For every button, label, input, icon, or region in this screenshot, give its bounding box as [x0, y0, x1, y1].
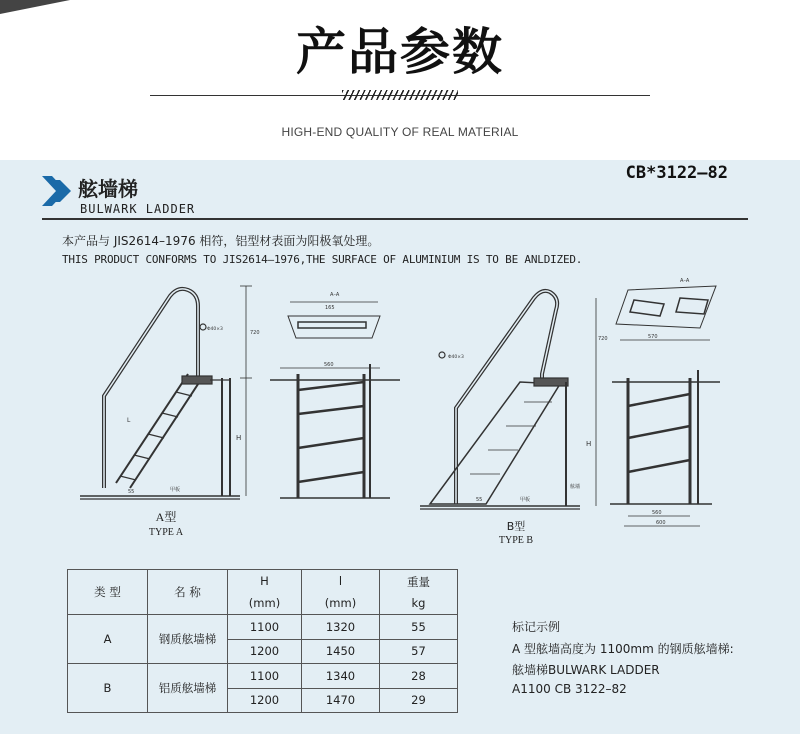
dim-570-label: 570 [648, 334, 658, 340]
cell-weight: 29 [380, 688, 458, 713]
cell-l: 1450 [302, 639, 380, 664]
sheet-title-en: BULWARK LADDER [80, 202, 196, 216]
type-b-front-view [610, 278, 720, 526]
section-label-a: A–A [330, 292, 340, 298]
type-b-side-view [420, 291, 608, 509]
cell-h: 1100 [228, 664, 302, 689]
deck-label-b: 甲板 [520, 497, 531, 503]
marking-line-3: A1100 CB 3122–82 [512, 682, 627, 696]
standard-code: CB*3122–82 [625, 163, 728, 183]
header-weight: 重量 kg [380, 570, 458, 615]
header-name: 名 称 [148, 570, 228, 615]
page-subtitle: HIGH-END QUALITY OF REAL MATERIAL [281, 125, 519, 139]
type-a-side-view [80, 286, 260, 499]
dim-h-label-b: H [586, 440, 592, 448]
sheet-divider [42, 218, 748, 220]
ladder-drawings [0, 278, 800, 568]
cell-name: 铝质舷墙梯 [148, 664, 228, 713]
intro-text-zh: 本产品与 JIS2614–1976 相符，铝型材表面为阳极氧处理。 [62, 234, 380, 248]
sheet-title-zh: 舷墙梯 [78, 177, 138, 201]
marking-line-1: A 型舷墙高度为 1100mm 的钢质舷墙梯: [512, 642, 734, 656]
marking-line-2: 舷墙梯BULWARK LADDER [512, 663, 660, 677]
chevron-icon [42, 174, 76, 208]
type-b-caption-zh: B型 [506, 520, 526, 533]
marking-title: 标记示例 [512, 620, 561, 634]
deck-label-a: 甲板 [170, 487, 181, 493]
dim-600-label: 600 [656, 520, 666, 526]
type-a-front-view [270, 292, 400, 498]
header-l: l (mm) [302, 570, 380, 615]
cell-weight: 28 [380, 664, 458, 689]
dim-55-label-b: 55 [476, 497, 483, 503]
dim-560-label-b: 560 [652, 510, 662, 516]
cell-l: 1340 [302, 664, 380, 689]
type-b-caption-en: TYPE B [498, 535, 534, 546]
cell-l: 1320 [302, 615, 380, 640]
pipe-dim-label-a: Φ40×3 [207, 327, 223, 332]
pipe-dim-label-b: Φ40×3 [448, 355, 464, 360]
dim-165-label: 165 [325, 305, 335, 311]
page-title: 产品参数 [296, 23, 504, 81]
cell-h: 1100 [228, 615, 302, 640]
cell-weight: 55 [380, 615, 458, 640]
table-row [68, 615, 458, 640]
cell-name: 钢质舷墙梯 [148, 615, 228, 664]
table-header-row [68, 570, 458, 615]
dim-720-label: 720 [250, 330, 260, 336]
title-hatch-ornament [342, 90, 458, 100]
spec-sheet [0, 160, 800, 734]
cell-h: 1200 [228, 639, 302, 664]
cell-type: B [68, 664, 148, 713]
dim-55-label: 55 [128, 489, 135, 495]
dim-560-label-a: 560 [324, 362, 334, 368]
type-a-caption-en: TYPE A [148, 527, 184, 538]
cell-weight: 57 [380, 639, 458, 664]
cell-l: 1470 [302, 688, 380, 713]
dim-h-label: H [236, 434, 242, 442]
spec-table [67, 569, 458, 713]
type-a-caption-zh: A型 [155, 510, 177, 524]
header-h: H (mm) [228, 570, 302, 615]
intro-text-en: THIS PRODUCT CONFORMS TO JIS2614–1976,THE SURFACE OF ALUMINIUM IS TO BE ANLDIZED. [62, 253, 583, 266]
cell-type: A [68, 615, 148, 664]
dim-720-label-b: 720 [598, 336, 608, 342]
table-row [68, 664, 458, 689]
header-type: 类 型 [68, 570, 148, 615]
cell-h: 1200 [228, 688, 302, 713]
section-label-b: A–A [680, 278, 690, 284]
dim-l-label: L [127, 417, 131, 424]
bulwark-label-b: 舷墙 [570, 484, 581, 490]
